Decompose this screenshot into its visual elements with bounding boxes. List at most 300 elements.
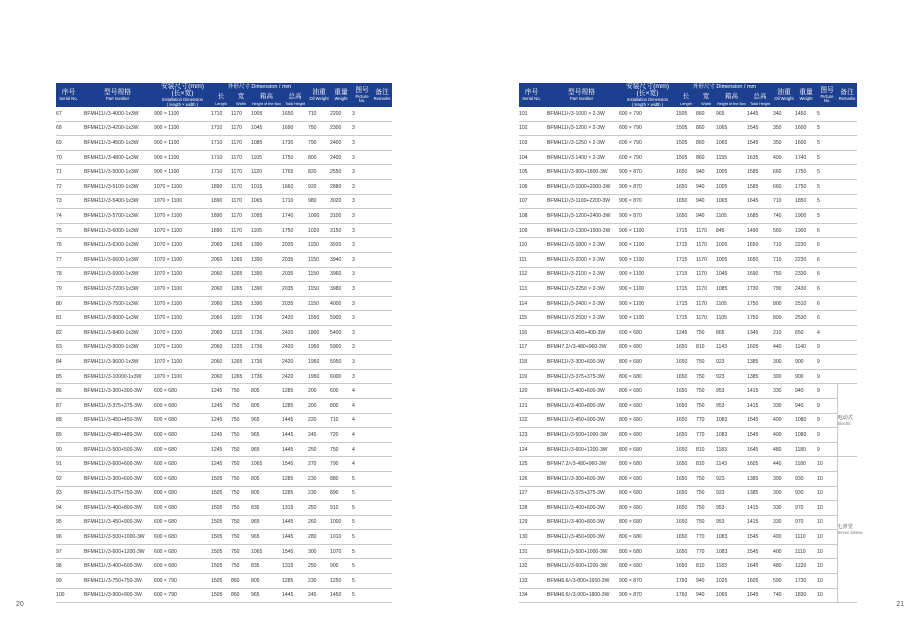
table-cell: 5 <box>817 209 837 224</box>
table-cell: 965 <box>251 428 282 443</box>
col-width-cn: 宽 <box>237 93 245 101</box>
table-cell: 1065 <box>716 136 747 151</box>
table-cell: BFMH6.6/√3-900+1800-3W <box>544 588 619 603</box>
table-cell: 1650 <box>676 384 696 399</box>
table-cell: 600 × 790 <box>154 574 211 589</box>
table-row <box>519 296 857 311</box>
table-cell: BFMH11/√3-400+800-3W <box>544 515 619 530</box>
table-row <box>519 442 857 457</box>
table-cell: 600 × 790 <box>619 107 676 121</box>
table-cell: 9 <box>817 442 837 457</box>
remark-cell <box>372 574 392 589</box>
table-cell: 930 <box>795 486 817 501</box>
table-cell: 113 <box>519 282 544 297</box>
remark-cell <box>372 223 392 238</box>
table-cell: 800 × 680 <box>619 355 676 370</box>
col-weight-en: Weight <box>799 95 813 101</box>
table-cell: 1170 <box>696 223 716 238</box>
table-cell: 800 × 680 <box>619 501 676 516</box>
col-install-en-2: ( length × width ) <box>166 101 199 107</box>
table-cell: 1505 <box>676 150 696 165</box>
table-cell: 1505 <box>211 574 231 589</box>
table-cell: 9 <box>817 369 837 384</box>
table-cell: 1070 × 1100 <box>154 355 211 370</box>
col-total-height <box>747 93 773 107</box>
table-cell: 1005 <box>716 165 747 180</box>
col-width-en: Width <box>236 102 246 107</box>
table-cell: 129 <box>519 515 544 530</box>
col-install <box>619 83 676 107</box>
table-row <box>56 544 392 559</box>
table-cell: 1025 <box>716 574 747 589</box>
table-row <box>519 194 857 209</box>
table-header <box>519 83 857 107</box>
remark-cell <box>837 180 857 195</box>
table-cell: 128 <box>519 501 544 516</box>
table-row <box>56 267 392 282</box>
table-cell: 1650 <box>282 107 308 121</box>
table-cell: 1015 <box>251 180 282 195</box>
table-cell: 1065 <box>716 121 747 136</box>
table-cell: 4 <box>352 384 372 399</box>
table-cell: BFMH11/√3-400+800-3W <box>81 501 154 516</box>
table-cell: 1765 <box>282 165 308 180</box>
table-row <box>519 311 857 326</box>
table-cell: 1020 <box>308 223 330 238</box>
table-row <box>519 471 857 486</box>
table-cell: 1445 <box>282 428 308 443</box>
table-cell: 9 <box>817 398 837 413</box>
table-cell: 10 <box>817 588 837 603</box>
table-cell: BFMH11/√3-10000-1x3W <box>81 369 154 384</box>
table-cell: BFMH11/√3-375+375-3W <box>544 369 619 384</box>
table-cell: 1710 <box>282 194 308 209</box>
col-box-height-cn: 箱高 <box>725 93 738 101</box>
table-cell: 2035 <box>282 296 308 311</box>
table-cell: BFMH11/√3-375+375-3W <box>81 398 154 413</box>
table-row <box>56 180 392 195</box>
table-cell: 69 <box>56 136 81 151</box>
col-serial-cn: 序号 <box>61 88 76 96</box>
table-cell: 965 <box>716 107 747 121</box>
table-cell: 710 <box>773 253 795 268</box>
table-row <box>519 165 857 180</box>
col-remarks <box>372 83 392 107</box>
table-cell: 800 × 680 <box>619 559 676 574</box>
table-cell: BFMH11/√3-1000 × 2-3W <box>544 107 619 121</box>
table-cell: 1105 <box>716 209 747 224</box>
table-cell: 2060 <box>211 253 231 268</box>
table-cell: 1650 <box>676 442 696 457</box>
table-row <box>56 238 392 253</box>
table-row <box>519 238 857 253</box>
table-cell: 350 <box>773 136 795 151</box>
table-cell: 5 <box>817 121 837 136</box>
table-cell: 1900 <box>795 209 817 224</box>
table-cell: 1070 × 1100 <box>154 180 211 195</box>
table-cell: 3980 <box>330 282 352 297</box>
col-remarks-cn: 备注 <box>375 88 389 96</box>
table-row <box>519 325 857 340</box>
table-cell: 750 <box>231 515 251 530</box>
table-cell: 2200 <box>330 107 352 121</box>
remark-cell <box>372 267 392 282</box>
col-install-en: Installation Dimension <box>627 97 668 103</box>
table-cell: 1105 <box>716 311 747 326</box>
table-cell: 835 <box>251 501 282 516</box>
table-cell: 90 <box>56 442 81 457</box>
table-cell: 5 <box>817 165 837 180</box>
table-cell: 1645 <box>747 559 773 574</box>
table-cell: 1545 <box>747 121 773 136</box>
table-cell: 1065 <box>251 194 282 209</box>
table-cell: 820 <box>308 165 330 180</box>
table-cell: BFMH11/√3-4000-1x3W <box>81 107 154 121</box>
table-cell: 1170 <box>231 194 251 209</box>
table-cell: 1150 <box>308 282 330 297</box>
table-cell: 900 <box>795 355 817 370</box>
table-cell: 4 <box>817 325 837 340</box>
table-cell: 230 <box>308 471 330 486</box>
table-cell: 710 <box>773 238 795 253</box>
col-model <box>81 83 154 107</box>
table-cell: 3 <box>352 253 372 268</box>
table-cell: BFMH11/√3-300+600-3W <box>81 471 154 486</box>
table-cell: 10 <box>817 559 837 574</box>
table-cell: BFMH11/√3-2400 × 2-3W <box>544 296 619 311</box>
table-cell: 900 <box>795 369 817 384</box>
table-cell: 600 × 680 <box>154 457 211 472</box>
table-cell: 1095 <box>251 209 282 224</box>
col-picture-cn: 图号 <box>355 86 369 94</box>
table-cell: 800 × 680 <box>619 544 676 559</box>
page-number: 21 <box>896 601 904 608</box>
table-cell: 900 × 1100 <box>619 282 676 297</box>
table-cell: 810 <box>696 457 716 472</box>
table-cell: 1150 <box>308 238 330 253</box>
table-cell: 300 <box>773 471 795 486</box>
table-cell: 750 <box>696 384 716 399</box>
table-cell: BFMH11/√3-750+750-3W <box>81 574 154 589</box>
table-cell: 750 <box>308 121 330 136</box>
table-cell: 6 <box>817 282 837 297</box>
table-cell: 2330 <box>795 267 817 282</box>
table-cell: 800 <box>773 311 795 326</box>
table-cell: 77 <box>56 253 81 268</box>
table-cell: 900 × 1100 <box>619 267 676 282</box>
table-cell: 1415 <box>747 501 773 516</box>
table-cell: 750 <box>231 530 251 545</box>
table-cell: 5 <box>352 544 372 559</box>
table-cell: 750 <box>696 369 716 384</box>
table-row <box>519 282 857 297</box>
table-cell: 1245 <box>211 398 231 413</box>
table-cell: 750 <box>696 486 716 501</box>
table-cell: BFMH11/√3-900+1800-3W <box>544 165 619 180</box>
table-cell: 1730 <box>795 574 817 589</box>
col-width <box>231 93 251 107</box>
table-cell: 940 <box>696 194 716 209</box>
table-cell: 600 × 680 <box>154 471 211 486</box>
table-cell: 1165 <box>231 311 251 326</box>
table-cell: 117 <box>519 340 544 355</box>
remark-cell <box>372 369 392 384</box>
col-install-cn: 安装尺寸(mm) <box>625 83 670 90</box>
table-cell: BFMH11/√3-900+900-3W <box>81 588 154 603</box>
table-cell: 1650 <box>676 501 696 516</box>
table-cell: 1070 × 1100 <box>154 194 211 209</box>
col-picture <box>817 83 837 107</box>
remark-en: Seven sleeve <box>837 530 863 536</box>
table-cell: 3 <box>352 282 372 297</box>
table-cell: 300 <box>773 355 795 370</box>
col-remarks-cn: 备注 <box>840 88 854 96</box>
table-cell: 107 <box>519 194 544 209</box>
right-page <box>460 0 920 624</box>
table-cell: 1265 <box>231 369 251 384</box>
remark-cell <box>372 194 392 209</box>
table-cell: 1070 <box>330 544 352 559</box>
table-cell: BFMH11/√3-400+600-3W <box>544 501 619 516</box>
table-cell: 1085 <box>251 136 282 151</box>
table-cell: 3 <box>352 238 372 253</box>
table-cell: 1150 <box>308 296 330 311</box>
table-row <box>519 530 857 545</box>
table-cell: 10 <box>817 471 837 486</box>
table-cell: 800 <box>308 150 330 165</box>
table-row <box>519 209 857 224</box>
table-cell: 770 <box>696 544 716 559</box>
table-cell: 1120 <box>251 165 282 180</box>
table-cell: 900 × 1100 <box>619 253 676 268</box>
table-cell: 750 <box>231 413 251 428</box>
table-cell: 750 <box>231 501 251 516</box>
table-cell: 3 <box>352 165 372 180</box>
table-cell: 127 <box>519 486 544 501</box>
table-cell: 1650 <box>676 180 696 195</box>
table-row <box>56 194 392 209</box>
table-cell: 10 <box>817 530 837 545</box>
table-cell: 250 <box>308 559 330 574</box>
table-cell: 76 <box>56 238 81 253</box>
table-cell: 2420 <box>282 311 308 326</box>
col-width-cn: 宽 <box>702 93 710 101</box>
table-cell: 890 <box>330 486 352 501</box>
table-cell: 1710 <box>211 165 231 180</box>
table-row <box>56 253 392 268</box>
remark-cell <box>372 530 392 545</box>
table-cell: 1183 <box>716 442 747 457</box>
table-cell: 900 × 1100 <box>619 238 676 253</box>
table-cell: 750 <box>231 559 251 574</box>
table-cell: 1390 <box>251 253 282 268</box>
table-cell: BFMH11/√3-5700-1x3W <box>81 209 154 224</box>
table-cell: 2035 <box>282 282 308 297</box>
table-cell: 1070 × 1100 <box>154 282 211 297</box>
remark-cell <box>837 384 857 457</box>
table-cell: 1900 <box>795 223 817 238</box>
table-cell: 3 <box>352 223 372 238</box>
table-cell: 1285 <box>282 398 308 413</box>
table-cell: 1730 <box>747 282 773 297</box>
table-cell: BFMH11/√3-8000-1x3W <box>81 311 154 326</box>
table-cell: 86 <box>56 384 81 399</box>
table-row <box>519 121 857 136</box>
table-row <box>519 107 857 121</box>
table-cell: BFMH11/√3-7500-1x3W <box>81 296 154 311</box>
remark-cell <box>837 121 857 136</box>
table-cell: 1645 <box>747 588 773 603</box>
table-cell: 131 <box>519 544 544 559</box>
remark-cell <box>372 180 392 195</box>
table-cell: BFMH11/√3-1800 × 2-3W <box>544 238 619 253</box>
table-cell: 3920 <box>330 238 352 253</box>
table-cell: 1110 <box>795 530 817 545</box>
table-cell: 1415 <box>747 384 773 399</box>
table-cell: 2400 <box>330 136 352 151</box>
table-cell: 1950 <box>308 340 330 355</box>
table-cell: 1083 <box>716 428 747 443</box>
table-cell: 5 <box>352 574 372 589</box>
table-cell: 1545 <box>747 428 773 443</box>
col-weight-cn: 重量 <box>334 88 348 96</box>
table-cell: 1005 <box>716 180 747 195</box>
table-row <box>56 398 392 413</box>
table-cell: 1660 <box>282 180 308 195</box>
table-cell: 10 <box>817 515 837 530</box>
table-cell: 210 <box>773 325 795 340</box>
table-cell: 109 <box>519 223 544 238</box>
table-cell: 3 <box>352 355 372 370</box>
table-cell: 67 <box>56 107 81 121</box>
table-cell: 2300 <box>330 121 352 136</box>
col-model-cn: 型号规格 <box>103 88 132 96</box>
col-box-height-cn: 箱高 <box>260 93 273 101</box>
table-cell: 1650 <box>676 413 696 428</box>
table-row <box>519 559 857 574</box>
col-oil-en: Oil Weight <box>309 95 329 101</box>
table-cell: 1710 <box>211 107 231 121</box>
table-cell: 1685 <box>747 209 773 224</box>
table-cell: 3 <box>352 180 372 195</box>
table-cell: 1150 <box>308 267 330 282</box>
col-oil-cn: 油重 <box>312 88 326 96</box>
table-cell: 600 × 790 <box>619 121 676 136</box>
table-cell: 240 <box>308 428 330 443</box>
remark-cell <box>372 471 392 486</box>
table-cell: 750 <box>231 442 251 457</box>
col-length-cn: 长 <box>217 93 225 101</box>
col-install-cn-2: (长×宽) <box>171 90 194 98</box>
table-cell: BFMH11/√3-9000-1x3W <box>81 340 154 355</box>
table-cell: 3 <box>352 267 372 282</box>
table-cell: 1070 × 1100 <box>154 325 211 340</box>
table-cell: 920 <box>308 180 330 195</box>
table-cell: BFMH11/√3-450+450-3W <box>81 413 154 428</box>
table-cell: 1170 <box>231 150 251 165</box>
table-cell: 1445 <box>282 413 308 428</box>
table-cell: BFMH7.2/√3-480+960-3W <box>544 457 619 472</box>
table-cell: 1600 <box>795 136 817 151</box>
table-cell: 1385 <box>747 471 773 486</box>
table-cell: 1545 <box>747 530 773 545</box>
remark-cell <box>372 325 392 340</box>
table-cell: 1083 <box>716 413 747 428</box>
col-model-en: Part number <box>105 95 130 101</box>
table-cell: 1585 <box>747 165 773 180</box>
table-cell: 1045 <box>251 121 282 136</box>
table-cell: 600 × 790 <box>619 150 676 165</box>
table-cell: 720 <box>330 428 352 443</box>
table-cell: 3 <box>352 209 372 224</box>
table-cell: 965 <box>251 442 282 457</box>
table-cell: 400 <box>773 544 795 559</box>
col-install-cn-2: (长×宽) <box>636 90 659 98</box>
table-row <box>519 398 857 413</box>
table-cell: 96 <box>56 530 81 545</box>
table-cell: 2060 <box>211 355 231 370</box>
col-serial-en: Serial No. <box>522 95 541 101</box>
table-cell: BFMH11/√3-2000 × 2-3W <box>544 253 619 268</box>
table-cell: 1505 <box>676 121 696 136</box>
table-cell: 2060 <box>211 369 231 384</box>
remark-cell <box>372 515 392 530</box>
table-cell: 1505 <box>211 530 231 545</box>
table-cell: 1285 <box>282 574 308 589</box>
table-row <box>56 311 392 326</box>
remark-cell <box>372 107 392 121</box>
table-cell: 134 <box>519 588 544 603</box>
table-body <box>519 107 863 603</box>
table-cell: 560 <box>773 223 795 238</box>
table-cell: 900 <box>330 559 352 574</box>
table-cell: 1180 <box>795 457 817 472</box>
table-row <box>519 150 857 165</box>
table-cell: 350 <box>773 121 795 136</box>
table-cell: 1736 <box>251 369 282 384</box>
table-cell: 4 <box>352 413 372 428</box>
table-cell: 590 <box>773 574 795 589</box>
table-cell: 1170 <box>696 311 716 326</box>
table-cell: 112 <box>519 267 544 282</box>
table-cell: 5 <box>352 559 372 574</box>
table-cell: 1385 <box>747 369 773 384</box>
table-cell: 1065 <box>251 457 282 472</box>
table-cell: 910 <box>330 501 352 516</box>
table-cell: 600 × 680 <box>154 442 211 457</box>
table-cell: 790 <box>308 136 330 151</box>
table-cell: 1285 <box>282 486 308 501</box>
table-row <box>56 559 392 574</box>
col-length-en: Length <box>215 102 227 107</box>
table-cell: 300 <box>308 544 330 559</box>
table-cell: 2060 <box>211 325 231 340</box>
table-cell: 1000 <box>330 515 352 530</box>
table-cell: 99 <box>56 574 81 589</box>
table-row <box>519 340 857 355</box>
table-cell: 1170 <box>231 223 251 238</box>
table-cell: BFMH11/√3-1300+1500-3W <box>544 223 619 238</box>
table-row <box>519 588 857 603</box>
table-cell: 5950 <box>330 355 352 370</box>
table-cell: 5400 <box>330 325 352 340</box>
col-remarks-en: Remarks <box>373 95 391 101</box>
table-cell: 710 <box>330 413 352 428</box>
table-cell: 1736 <box>251 325 282 340</box>
table-cell: 400 <box>773 413 795 428</box>
table-cell: 1730 <box>282 136 308 151</box>
table-cell: 800 × 680 <box>619 442 676 457</box>
